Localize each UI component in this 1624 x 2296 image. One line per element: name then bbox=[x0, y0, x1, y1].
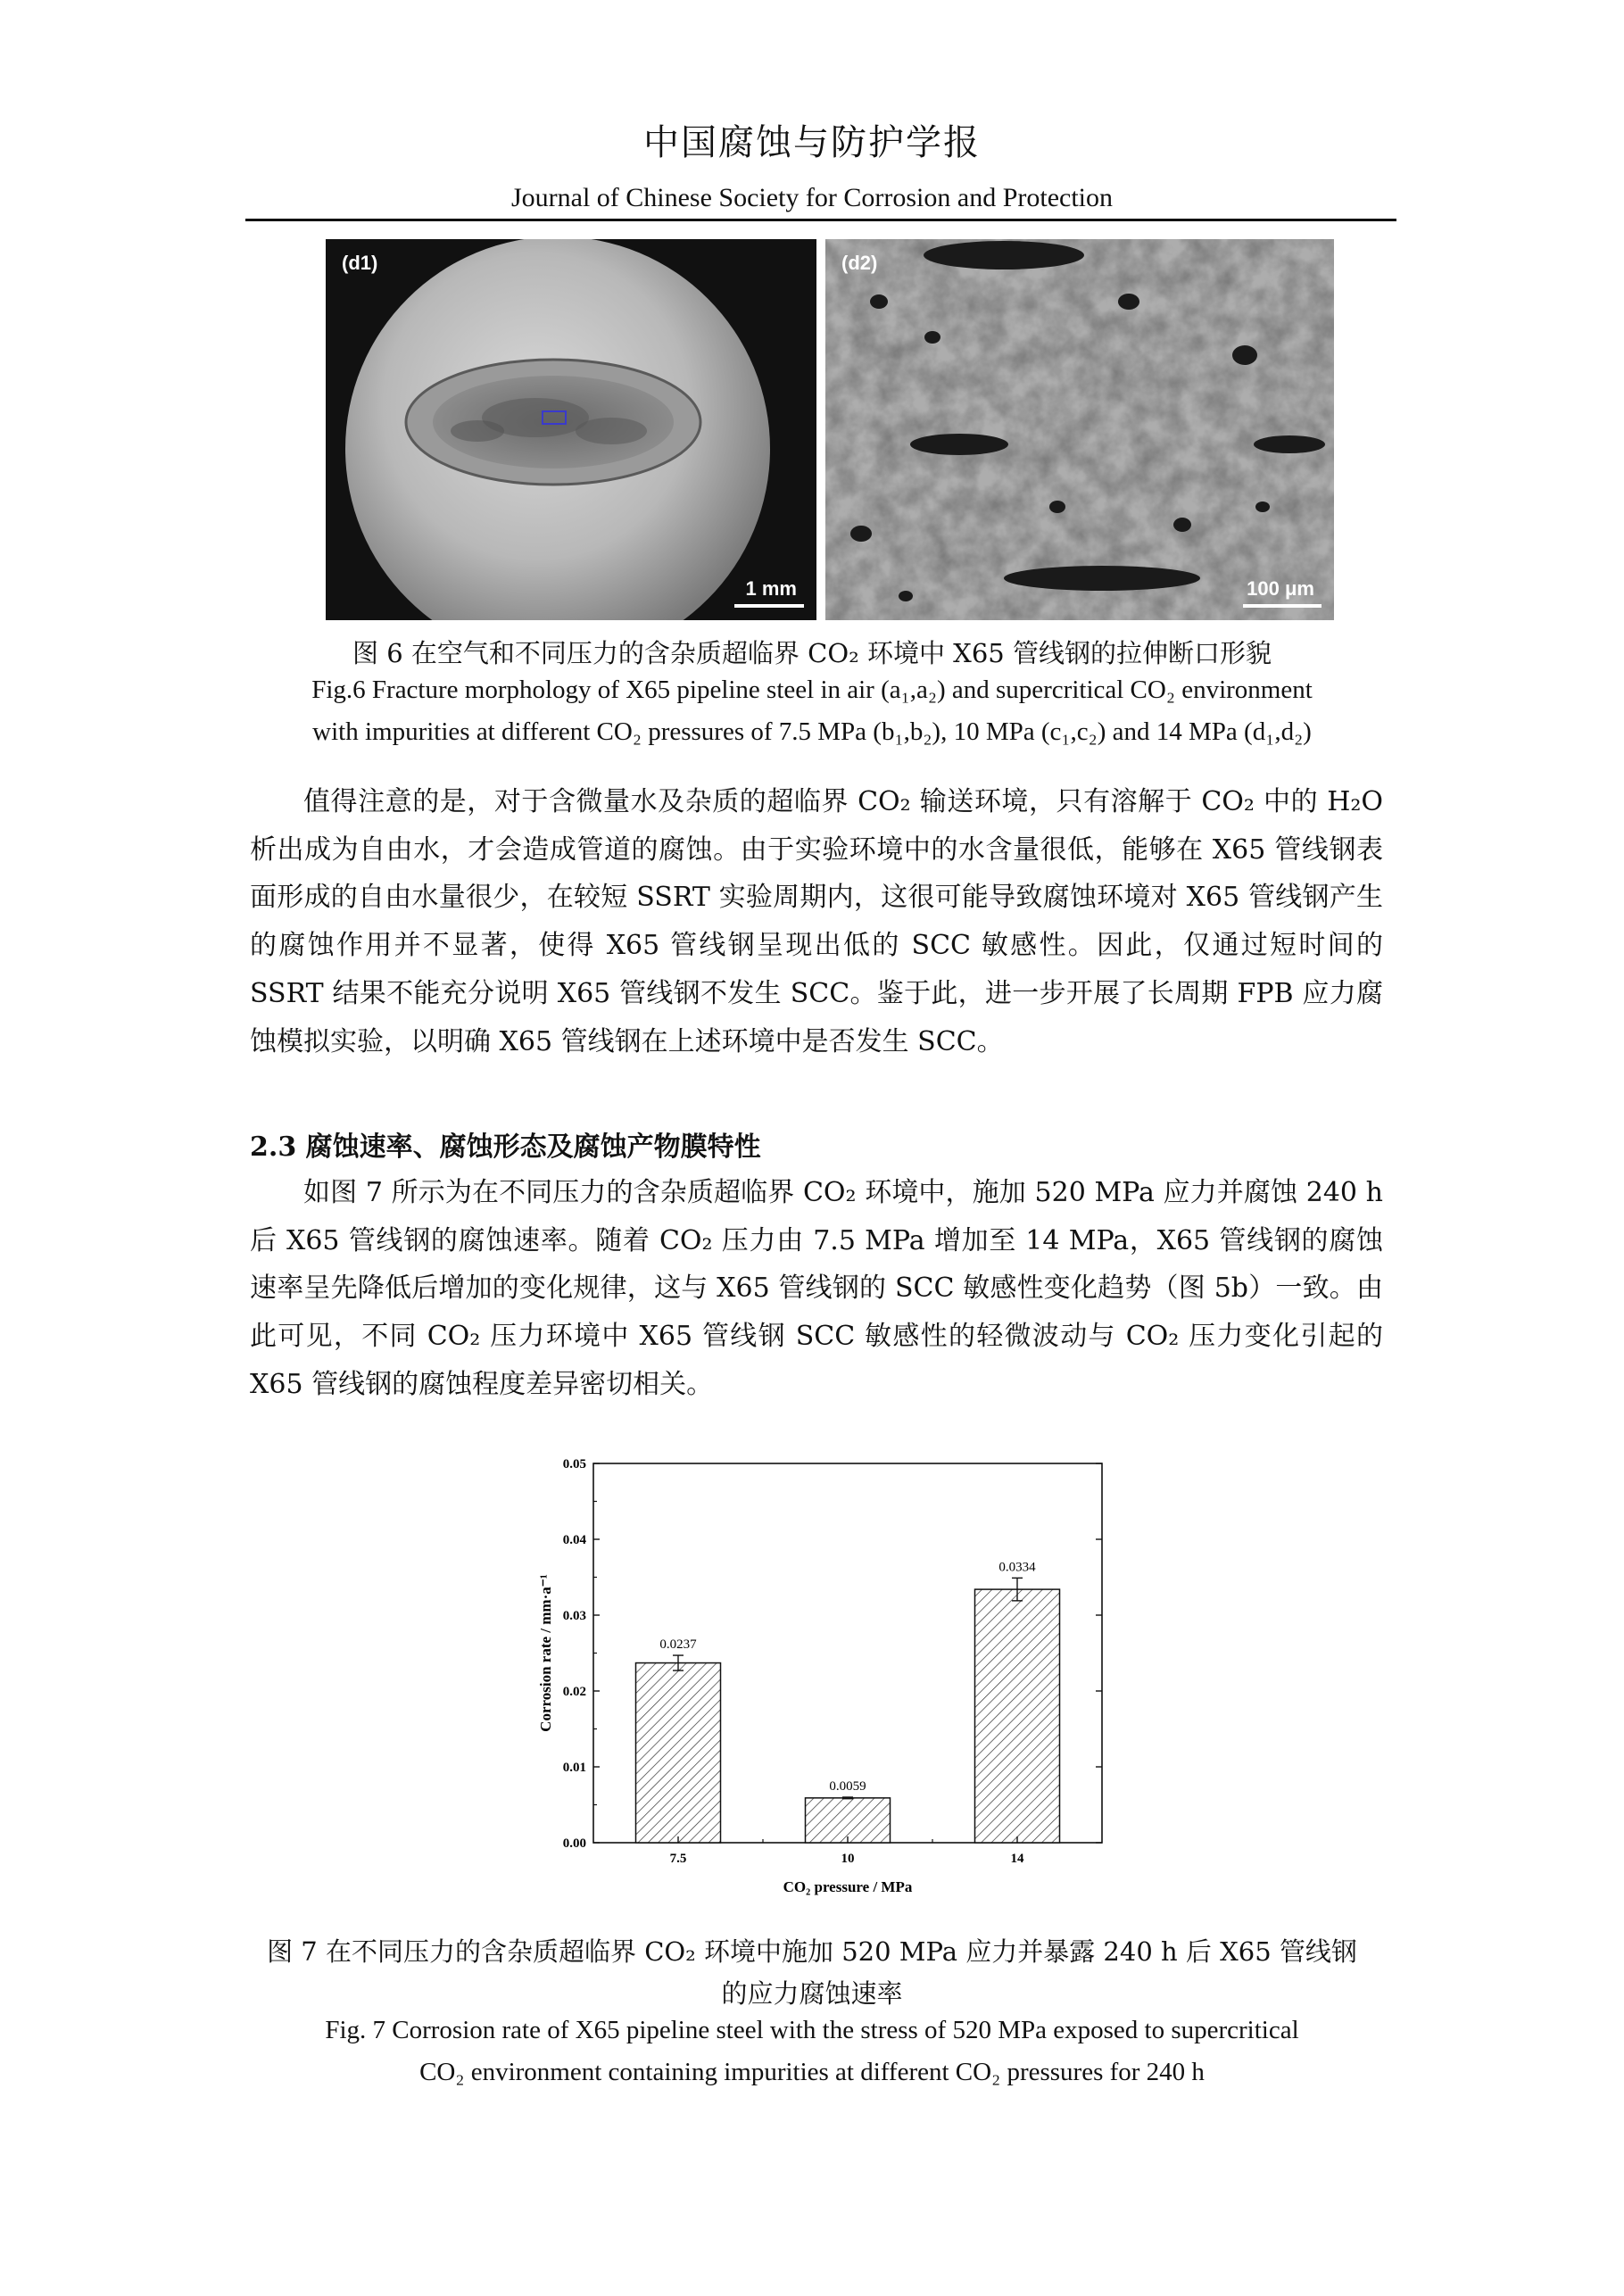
x-tick-label: 14 bbox=[1010, 1852, 1024, 1866]
corrosion-rate-bar-chart bbox=[531, 1455, 1120, 1901]
section-heading: 2.3 腐蚀速率、腐蚀形态及腐蚀产物膜特性 bbox=[250, 1131, 761, 1163]
scale-label-d1: 1 mm bbox=[745, 577, 797, 600]
data-label: 0.0237 bbox=[659, 1637, 697, 1653]
figure7-caption-en-1: Fig. 7 Corrosion rate of X65 pipeline steel with the stress of 520 MPa exposed to supercritical bbox=[325, 2016, 1299, 2044]
header-rule bbox=[245, 219, 1396, 221]
y-tick-label: 0.05 bbox=[562, 1457, 586, 1471]
data-label: 0.0059 bbox=[829, 1779, 866, 1794]
y-tick-label: 0.04 bbox=[562, 1533, 586, 1547]
y-tick-label: 0.00 bbox=[562, 1836, 586, 1851]
journal-title-cn: 中国腐蚀与防护学报 bbox=[643, 122, 981, 163]
panel-label-d1: (d1) bbox=[342, 252, 378, 274]
figure7-caption-en-2: CO₂ environment containing impurities at different CO₂ pressures for 240 h bbox=[419, 2058, 1205, 2086]
scale-bar-d2 bbox=[1243, 604, 1322, 608]
bar bbox=[975, 1589, 1060, 1843]
figure6-caption-cn: 图 6 在空气和不同压力的含杂质超临界 CO₂ 环境中 X65 管线钢的拉伸断口形貌 bbox=[352, 638, 1272, 668]
y-tick-label: 0.01 bbox=[562, 1761, 586, 1775]
paragraph-text: 如图 7 所示为在不同压力的含杂质超临界 CO₂ 环境中，施加 520 MPa 应力并腐蚀 240 h 后 X65 管线钢的腐蚀速率。随着 CO₂ 压力由 7.5 MPa 增加至 14 MPa，X65 管线钢的腐蚀速率呈先降低后增加的变化规律，这与 X65 管线钢的 SCC 敏感性变化趋势（图 5b）一致。由此可见，不同 CO₂ 压力环境中 X65 管线钢 SCC 敏感性的轻微波动与 CO₂ 压力变化引起的 X65 管线钢的腐蚀程度差异密切相关。 bbox=[250, 1177, 1383, 1400]
scale-bar-d1 bbox=[734, 604, 804, 608]
y-axis-label: Corrosion rate / mm·a⁻¹ bbox=[537, 1574, 554, 1732]
paragraph-text: 值得注意的是，对于含微量水及杂质的超临界 CO₂ 输送环境，只有溶解于 CO₂ 中的 H₂O 析出成为自由水，才会造成管道的腐蚀。由于实验环境中的水含量很低，能够在 X65 管线钢表面形成的自由水量很少，在较短 SSRT 实验周期内，这很可能导致腐蚀环境对 X65 管线钢产生的腐蚀作用并不显著，使得 X65 管线钢呈现出低的 SCC 敏感性。因此，仅通过短时间的 SSRT 结果不能充分说明 X65 管线钢不发生 SCC。鉴于此，进一步开展了长周期 FPB 应力腐蚀模拟实验，以明确 X65 管线钢在上述环境中是否发生 SCC。 bbox=[250, 786, 1383, 1057]
bar bbox=[636, 1663, 721, 1843]
y-tick-label: 0.03 bbox=[562, 1609, 586, 1623]
fracture-photo-d1 bbox=[326, 239, 816, 620]
figure6-caption-en-2: with impurities at different CO₂ pressures of 7.5 MPa (b₁,b₂), 10 MPa (c₁,c₂) and 14 MPa (d₁,d₂) bbox=[312, 717, 1312, 746]
figure6-caption-en-1: Fig.6 Fracture morphology of X65 pipeline steel in air (a₁,a₂) and supercritical CO₂ environment bbox=[311, 676, 1313, 704]
panel-label-d2: (d2) bbox=[841, 252, 878, 274]
x-axis-label: CO₂ pressure / MPa bbox=[783, 1878, 913, 1895]
figure7-caption-cn-1: 图 7 在不同压力的含杂质超临界 CO₂ 环境中施加 520 MPa 应力并暴露 240 h 后 X65 管线钢 bbox=[267, 1936, 1357, 1967]
x-tick-label: 10 bbox=[841, 1852, 855, 1866]
body-paragraph-2 bbox=[250, 1169, 1383, 1409]
scale-label-d2: 100 μm bbox=[1247, 577, 1314, 600]
y-tick-label: 0.02 bbox=[562, 1685, 586, 1699]
fracture-photo-d2 bbox=[825, 239, 1334, 620]
data-label: 0.0334 bbox=[998, 1560, 1036, 1575]
journal-title-en: Journal of Chinese Society for Corrosion and Protection bbox=[510, 183, 1114, 212]
body-paragraph-1 bbox=[250, 778, 1383, 1065]
x-tick-label: 7.5 bbox=[669, 1852, 687, 1866]
fracture-overview-image bbox=[326, 239, 816, 620]
bar bbox=[806, 1798, 891, 1843]
figure7-caption-cn-2: 的应力腐蚀速率 bbox=[721, 1978, 903, 2009]
fracture-detail-image bbox=[825, 239, 1334, 620]
